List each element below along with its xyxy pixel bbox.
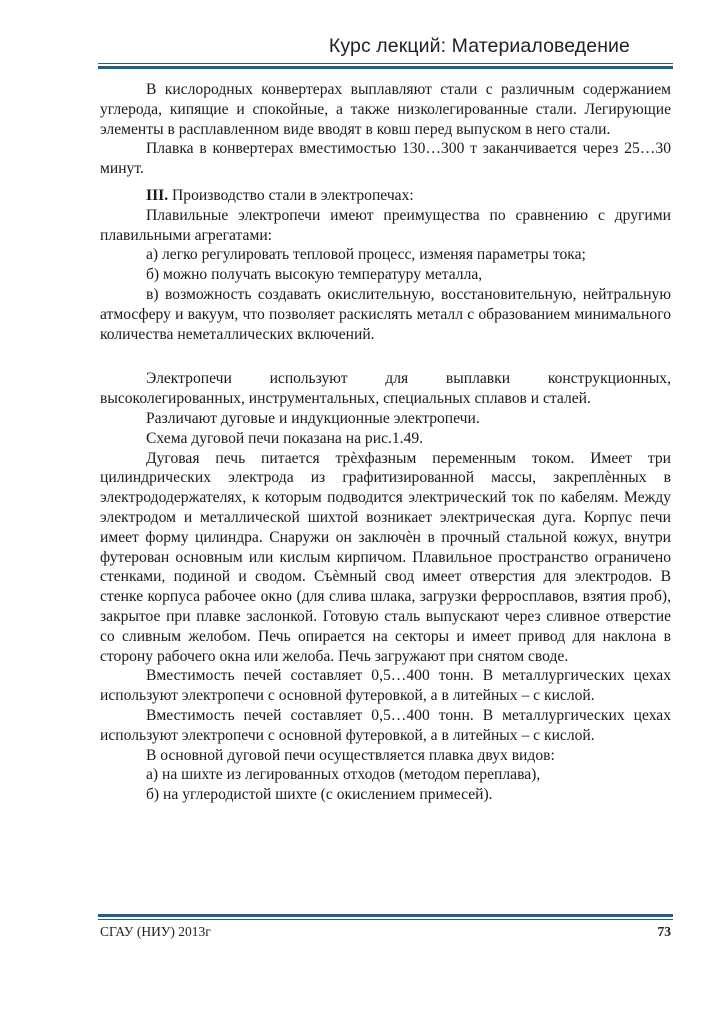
paragraph: Дуговая печь питается трѐхфазным переменным током. Имеет три цилиндрических электрода из графитизированной массы, закреплѐнных в электрододержателях, к которым подводится электрический ток по кабелям. Между электродом и металлической шихтой возникает электрическая дуга. Корпус печи имеет форму цилиндра. Снаружи он заключѐн в прочный стальной кожух, внутри футерован основным или кислым кирпичом. Плавильное пространство ограничено стенками, подиной и сводом. Съѐмный свод имеет отверстия для электродов. В стенке корпуса рабочее окно (для слива шлака, загрузки ферросплавов, взятия проб), закрытое при плавке заслонкой. Готовую сталь выпускают через сливное отверстие со сливным желобом. Печь опирается на секторы и имеет привод для наклона в сторону рабочего окна или желоба. Печь загружают при снятом своде. [100, 449, 671, 665]
list-item: в) возможность создавать окислительную, восстановительную, нейтральную атмосферу и вакуум, что позволяет раскислять металл с образованием минимального количества неметаллических включений. [100, 285, 671, 343]
footer-rule-thick [98, 914, 673, 917]
footer-rule-thin [98, 919, 673, 920]
paragraph: Электропечи используют для выплавки конструкционных, высоколегированных, инструментальных, специальных сплавов и сталей. [100, 370, 671, 408]
page-number: 73 [657, 924, 671, 939]
paragraph: Плавильные электропечи имеют преимущества по сравнению с другими плавильными агрегатами: [100, 206, 671, 244]
list-item: б) можно получать высокую температуру металла, [146, 266, 483, 284]
section-title: Производство стали в электропечах: [168, 186, 414, 204]
section-number: III. [146, 186, 169, 204]
header-rule-thick [98, 66, 673, 69]
paragraph: В кислородных конвертерах выплавляют стали с различным содержанием углерода, кипящие и спокойные, а также низколегированные стали. Легирующие элементы в расплавленном виде вводят в ковш перед выпуском в него стали. [100, 81, 671, 138]
header-title: Курс лекций: Материаловедение [328, 35, 630, 57]
footer-institution: СГАУ (НИУ) 2013г [100, 924, 211, 939]
paragraph: Схема дуговой печи показана на рис.1.49. [146, 429, 424, 447]
header-rule-thin [98, 63, 673, 64]
section-heading [100, 186, 671, 206]
paragraph: Плавка в конвертерах вместимостью 130…300 т заканчивается через 25…30 минут. [100, 140, 671, 178]
list-item: а) легко регулировать тепловой процесс, изменяя параметры тока; [146, 246, 586, 264]
list-item: а) на шихте из легированных отходов (методом переплава), [146, 766, 541, 784]
paragraph: В основной дуговой печи осуществляется плавка двух видов: [146, 746, 555, 764]
paragraph: Вместимость печей составляет 0,5…400 тонн. В металлургических цехах используют электропечи с основной футеровкой, а в литейных – с кислой. [100, 706, 671, 744]
paragraph: Вместимость печей составляет 0,5…400 тонн. В металлургических цехах используют электропечи с основной футеровкой, а в литейных – с кислой. [100, 667, 671, 705]
list-item: б) на углеродистой шихте (с окислением примесей). [146, 786, 493, 804]
paragraph: Различают дуговые и индукционные электропечи. [146, 409, 480, 427]
page-body [100, 80, 671, 805]
